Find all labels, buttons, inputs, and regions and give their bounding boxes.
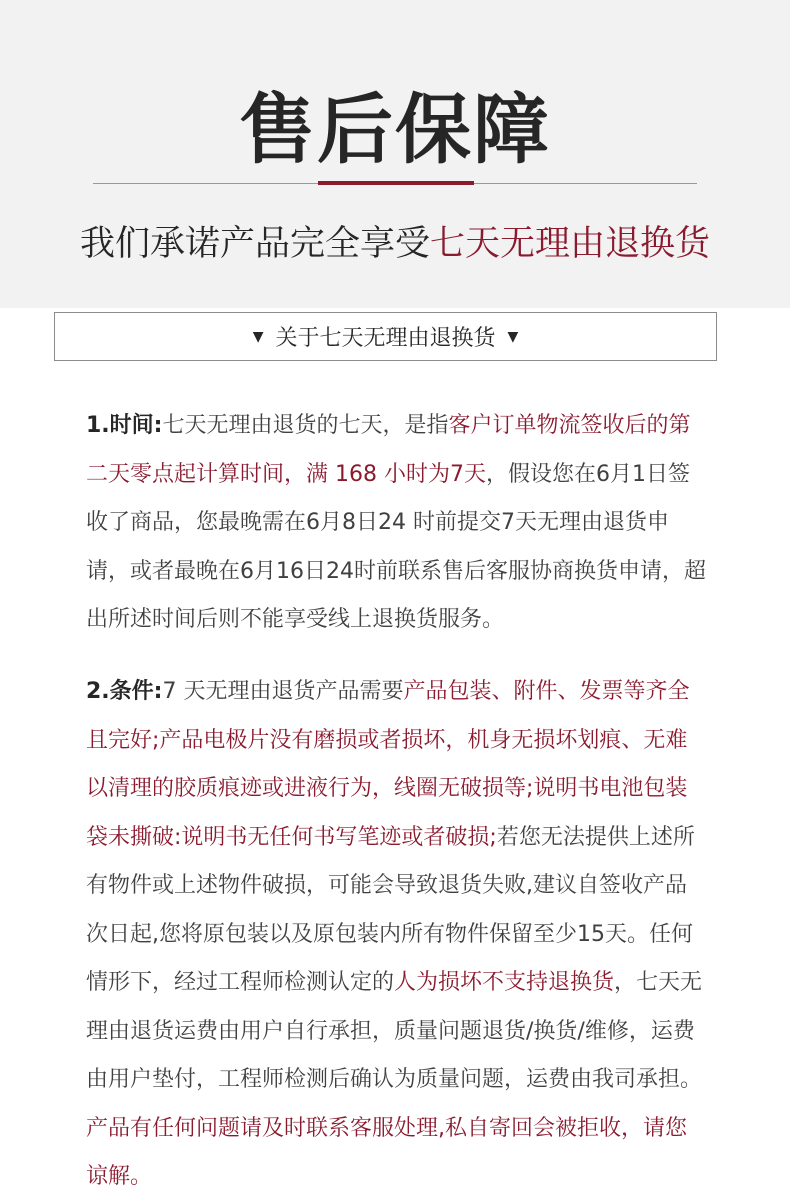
time-text-highlight: 客户订单物流签收后的第二天零点起计算时间，满 168 小时为7天 [86,413,691,487]
conditions-text-3: ，七天无理由退货运费由用户自行承担，质量问题退货/换货/维修，运费由用户垫付，工程师检测后确认为质量问题，运费由我司承担。 [86,970,703,1092]
subtitle-accent: 七天无理由退换货 [430,224,711,264]
conditions-text-highlight-3: 产品有任何问题请及时联系客服处理,私自寄回会被拒收，请您谅解。 [86,1115,687,1189]
time-label: 1.时间: [86,413,163,438]
conditions-text-1: 7 天无理由退货产品需要 [162,679,404,704]
conditions-label: 2.条件: [86,679,163,704]
triangle-down-icon: ▼ [507,328,519,345]
policy-time-paragraph [86,402,708,645]
section-header-label: 关于七天无理由退换货 [275,326,496,351]
title-accent-bar [318,181,474,185]
triangle-down-icon: ▼ [252,328,264,345]
conditions-text-2: 若您无法提供上述所有物件或上述物件破损，可能会导致退货失败,建议自签收产品次日起,您将原包装以及原包装内所有物件保留至少15天。任何情形下，经过工程师检测认定的 [86,824,695,995]
section-header-box [54,312,717,361]
time-text-2: ，假设您在6月1日签收了商品，您最晚需在6月8日24 时前提交7天无理由退货申请，或者最晚在6月16日24时前联系售后客服协商换货申请，超出所述时间后则不能享受线上退换货服务。 [86,461,706,632]
page-subtitle [0,218,790,270]
page-title: 售后保障 [239,85,551,174]
conditions-text-highlight-2: 人为损坏不支持退换货 [394,970,615,995]
policy-conditions-paragraph [86,668,708,1202]
conditions-text-highlight-1: 产品包装、附件、发票等齐全且完好;产品电极片没有磨损或者损坏，机身无损坏划痕、无难以清理的胶质痕迹或进液行为，线圈无破损等;说明书电池包装袋未撕破:说明书无任何书写笔迹或者破损; [86,679,690,850]
time-text-1: 七天无理由退货的七天，是指 [162,413,449,438]
subtitle-plain: 我们承诺产品完全享受 [79,224,430,264]
